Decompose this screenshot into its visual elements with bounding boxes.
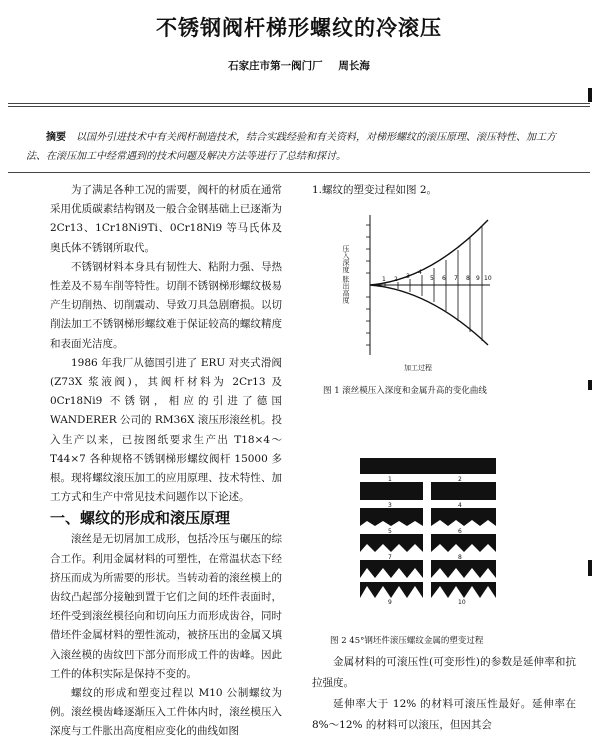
stage-label: 7 — [388, 554, 392, 561]
tick-label: 4 — [418, 269, 422, 276]
paragraph: 滚丝是无切屑加工成形，包括冷压与碾压的综合工作。利用金属材料的可塑性，在常温状态下经挤压而成为所需要的形状。当转动着的滚丝模上的齿纹凸起部分接触到置于它们之间的坯件表面时，坯件受到滚丝模径向和切向压力而形成齿谷，同时借坯件金属材料的塑性流动，被挤压出的金属又填入滚丝模的齿纹凹下部分而形成工件的齿峰。因此工件的体积实际是保持不变的。 — [50, 533, 282, 680]
tick-label: 6 — [442, 275, 446, 282]
figure-1-caption: 图 1 滚丝模压入深度和金属升高的变化曲线 — [323, 386, 487, 396]
figure-1-x-label: 加工过程 — [404, 364, 432, 372]
right-column-top — [312, 181, 574, 200]
abstract — [26, 128, 572, 166]
stage-label: 9 — [388, 599, 392, 604]
scan-edge-mark — [588, 560, 592, 576]
figure-1-hatching — [385, 226, 482, 341]
divider-top — [8, 103, 590, 104]
tick-label: 3 — [406, 273, 410, 280]
paragraph: 螺纹的形成和塑变过程以 M10 公制螺纹为例。滚丝模齿峰逐渐压入工件体内时，滚丝模压入深度与工件胀出高度相应变化的曲线如图 — [50, 687, 282, 738]
tick-label: 1 — [382, 276, 386, 283]
article-title: 不锈钢阀杆梯形螺纹的冷滚压 — [156, 15, 442, 40]
paragraph: 1986 年我厂从德国引进了 ERU 对夹式滑阀(Z73X 浆液阀)，其阀杆材料为 2Cr13 及 0Cr18Ni9 不锈钢，相应的引进了德国 WANDERER 公司的 RM36X 滚压形滚丝机。投入生产以来，已按图纸要求生产出 T18×4～T44×7 各种规格不锈钢梯形螺纹阀杆 15000 多根。现将螺纹滚压加工的应用原理、技术特性、加工方式和生产中常见技术问题作以下论述。 — [50, 356, 282, 504]
figure-2-blocks — [360, 458, 496, 598]
stage-label: 2 — [458, 476, 462, 483]
tick-label: 7 — [454, 275, 458, 282]
paragraph: 为了满足各种工况的需要，阀杆的材质在通常采用优质碳素结构钢及一般合金钢基础上已逐渐为 2Cr13、1Cr18Ni9Ti、0Cr18Ni9 等马氏体及奥氏体不锈钢所取代。 — [50, 184, 282, 254]
abstract-text: 以国外引进技术中有关阀杆制造技术，结合实践经验和有关资料，对梯形螺纹的滚压原理、滚压特性、加工方法、在滚压加工中经常遇到的技术问题及解决方法等进行了总结和探讨。 — [26, 132, 556, 162]
tick-label: 8 — [466, 275, 470, 282]
figure-2-thread-stages — [358, 454, 498, 604]
paragraph: 金属材料的可滚压性(可变形性)的参数是延伸率和抗拉强度。 — [312, 656, 576, 689]
scan-edge-mark — [588, 380, 592, 390]
stage-label: 3 — [388, 502, 392, 509]
divider-top-2 — [8, 106, 590, 107]
section-heading: 一、螺纹的形成和滚压原理 — [50, 509, 231, 528]
paragraph: 不锈钢材料本身具有韧性大、粘附力强、导热性差及不易车削等特性。切削不锈钢梯形螺纹极易产生切削热、切削震动、导致刀具急剧磨损。以切削法加工不锈钢梯形螺纹难于保证较高的螺纹精度和表面光洁度。 — [50, 260, 282, 350]
divider-abstract — [8, 172, 590, 173]
paragraph: 延伸率大于 12% 的材料可滚压性最好。延伸率在 8%～12% 的材料可以滚压，但因其会 — [312, 698, 576, 731]
tick-label: 10 — [484, 275, 492, 282]
stage-label: 5 — [388, 528, 392, 535]
stage-label: 6 — [458, 528, 462, 535]
author-line — [0, 58, 598, 73]
left-column — [50, 181, 282, 742]
paragraph: 1.螺纹的塑变过程如图 2。 — [312, 184, 438, 196]
figure-2-caption: 图 2 45°钢坯件滚压螺纹金属的塑变过程 — [330, 636, 484, 646]
stage-label: 1 — [388, 476, 392, 483]
tick-label: 9 — [476, 275, 480, 282]
figure-1-curve — [330, 205, 500, 375]
figure-1-y-ticks — [366, 225, 370, 345]
figure-1-axes — [370, 215, 490, 355]
stage-label: 10 — [458, 599, 466, 604]
scan-edge-mark — [588, 88, 592, 102]
right-column-bottom — [312, 652, 576, 736]
figure-1-y-label: 压入深度 胀出高度 — [342, 245, 350, 304]
abstract-label: 摘要 — [46, 132, 66, 143]
stage-label: 8 — [458, 554, 462, 561]
stage-label: 4 — [458, 502, 462, 509]
author-affiliation: 石家庄市第一阀门厂 — [228, 60, 323, 72]
tick-label: 5 — [430, 275, 434, 282]
figure-1-x-tick-labels — [382, 269, 492, 283]
tick-label: 2 — [394, 276, 398, 283]
author-name: 周长海 — [338, 60, 370, 72]
